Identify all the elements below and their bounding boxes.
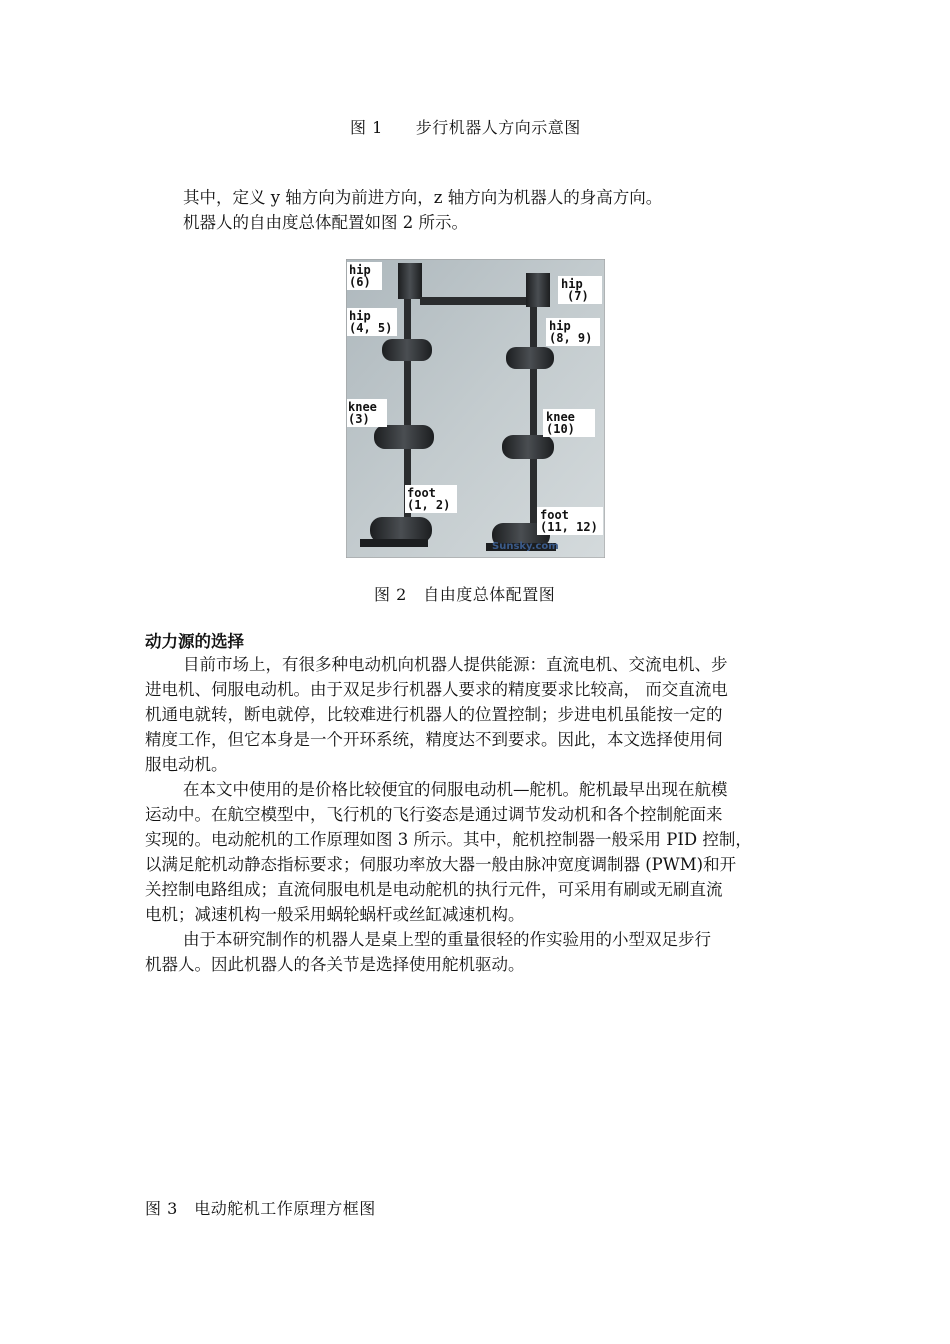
figure-3-caption: 图 3 电动舵机工作原理方框图 [145,1199,376,1218]
label-hip-4-5 [347,308,397,336]
paragraph-3 [145,927,810,977]
paragraph-2-line-5: 关控制电路组成；直流伺服电机是电动舵机的执行元件，可采用有刷或无刷直流 [145,880,723,899]
left-foot-plate [360,539,428,547]
label-hip-7 [558,276,602,304]
label-knee-3 [347,399,387,427]
svg-text:(6): (6) [349,275,371,289]
paragraph-1-line-4: 精度工作，但它本身是一个开环系统，精度达不到要求。因此，本文选择使用伺 [145,730,723,749]
svg-text:(11, 12): (11, 12) [540,520,598,534]
svg-text:knee: knee [348,400,377,414]
svg-text:foot: foot [540,508,569,522]
svg-text:foot: foot [407,486,436,500]
figure-2-robot-dof-image [346,259,605,558]
label-foot-11-12 [537,507,603,535]
paragraph-3-line-1: 由于本研究制作的机器人是桌上型的重量很轻的作实验用的小型双足步行 [183,930,711,949]
right-hip-servo-top [526,273,550,307]
paragraph-1-line-3: 机通电就转，断电就停，比较难进行机器人的位置控制；步进电机虽能按一定的 [145,705,723,724]
section-heading: 动力源的选择 [145,632,244,651]
paragraph-3-line-2: 机器人。因此机器人的各关节是选择使用舵机驱动。 [145,955,525,974]
svg-text:(8, 9): (8, 9) [549,331,593,345]
paragraph-1-line-2: 进电机、伺服电动机。由于双足步行机器人要求的精度要求比较高， 而交直流电 [145,680,728,699]
right-leg-shaft [530,307,537,545]
intro-line-2: 机器人的自由度总体配置如图 2 所示。 [183,213,468,232]
svg-text:hip: hip [561,277,583,291]
paragraph-2 [145,777,810,927]
svg-text:(1, 2): (1, 2) [407,498,451,512]
svg-text:(4, 5): (4, 5) [349,321,393,335]
svg-text:hip: hip [549,319,571,333]
pelvis-bar [420,297,536,305]
right-knee-joint [502,435,554,459]
svg-text:(7): (7) [567,289,589,303]
label-hip-6 [347,262,382,290]
figure-2-caption: 图 2 自由度总体配置图 [374,585,556,604]
robot-dof-diagram [346,259,605,558]
paragraph-1-line-5: 服电动机。 [145,755,228,774]
svg-text:(3): (3) [348,412,370,426]
paragraph-1 [145,652,810,777]
paragraph-2-line-3: 实现的。电动舵机的工作原理如图 3 所示。其中，舵机控制器一般采用 PID 控制， [145,830,752,849]
intro-paragraph [145,185,810,235]
svg-text:(10): (10) [546,422,575,436]
paragraph-1-line-1: 目前市场上，有很多种电动机向机器人提供能源：直流电机、交流电机、步 [183,655,728,674]
left-hip-servo-top [398,263,422,299]
label-foot-1-2 [405,485,457,513]
paragraph-2-line-2: 运动中。在航空模型中，飞行机的飞行姿态是通过调节发动机和各个控制舵面来 [145,805,723,824]
left-hip-joint [382,339,432,361]
right-hip-joint [506,347,554,369]
paragraph-2-line-6: 电机；减速机构一般采用蜗轮蜗杆或丝缸减速机构。 [145,905,525,924]
svg-text:knee: knee [546,410,575,424]
paragraph-2-line-1: 在本文中使用的是价格比较便宜的伺服电动机—舵机。舵机最早出现在航模 [183,780,728,799]
figure-1-caption: 图 1 步行机器人方向示意图 [350,118,581,137]
svg-text:hip: hip [349,263,371,277]
image-watermark: Sunsky.com [492,541,559,552]
label-knee-10 [543,409,595,437]
paragraph-2-line-4: 以满足舵机动静态指标要求；伺服功率放大器一般由脉冲宽度调制器 (PWM)和开 [145,855,737,874]
left-knee-joint [374,425,434,449]
intro-line-1: 其中，定义 y 轴方向为前进方向，z 轴方向为机器人的身高方向。 [183,188,663,207]
svg-text:hip: hip [349,309,371,323]
label-hip-8-9 [546,318,600,346]
